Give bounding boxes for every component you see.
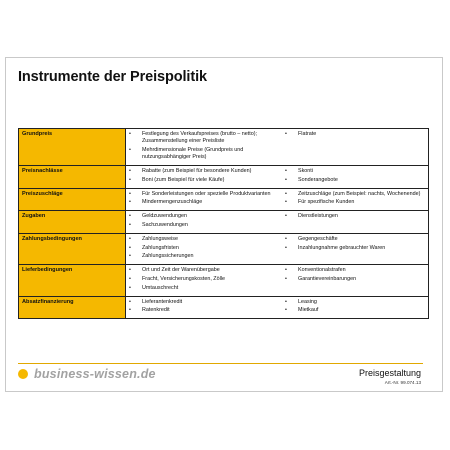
table-row [19, 129, 429, 166]
table-row [19, 166, 429, 189]
list-item: • Konventionalstrafen [285, 267, 425, 274]
category-cell: Grundpreis [19, 129, 126, 166]
list-item: • Rabatte (zum Beispiel für besondere Kunden) [129, 168, 279, 175]
instrument-cell-left [126, 188, 283, 211]
table-row [19, 296, 429, 319]
instrument-cell-right [282, 211, 429, 234]
bullet-list [285, 267, 425, 283]
table-row [19, 188, 429, 211]
list-item: • Boni (zum Beispiel für viele Käufe) [129, 177, 279, 184]
list-item: • Mehrdimensionale Preise (Grundpreis und nutzungsabhängiger Preis) [129, 147, 279, 161]
category-cell: Lieferbedingungen [19, 265, 126, 296]
list-item: • Inzahlungnahme gebrauchter Waren [285, 245, 425, 252]
list-item: • Leasing [285, 299, 425, 306]
logo-dot-icon [18, 369, 28, 379]
category-cell: Zahlungsbedingungen [19, 233, 126, 264]
instrument-cell-left [126, 233, 283, 264]
list-item: • Skonti [285, 168, 425, 175]
list-item: • Lieferantenkredit [129, 299, 279, 306]
table-row [19, 211, 429, 234]
bullet-list [285, 131, 425, 138]
bullet-list [129, 131, 279, 161]
footer-divider [18, 363, 423, 364]
instrument-cell-left [126, 166, 283, 189]
list-item: • Mindermengenzuschläge [129, 199, 279, 206]
category-cell: Zugaben [19, 211, 126, 234]
bullet-list [285, 213, 425, 220]
bullet-list [285, 299, 425, 315]
table-row [19, 265, 429, 296]
list-item: • Ratenkredit [129, 307, 279, 314]
category-cell: Absatzfinanzierung [19, 296, 126, 319]
instrument-cell-left [126, 296, 283, 319]
instrument-cell-right [282, 233, 429, 264]
instrument-cell-right [282, 265, 429, 296]
bullet-list [129, 267, 279, 292]
list-item: • Festlegung des Verkaufspreises (brutto – netto); Zusammenstellung einer Preisliste [129, 131, 279, 145]
list-item: • Gegengeschäfte [285, 236, 425, 243]
instrument-cell-right [282, 188, 429, 211]
article-number: Art.-Nr. 99.074.13 [384, 380, 421, 385]
bullet-list [129, 213, 279, 229]
list-item: • Sonderangebote [285, 177, 425, 184]
logo [18, 367, 156, 381]
bullet-list [129, 191, 279, 207]
instrument-cell-right [282, 129, 429, 166]
instrument-cell-right [282, 296, 429, 319]
list-item: • Fracht, Versicherungskosten, Zölle [129, 276, 279, 283]
list-item: • Mietkauf [285, 307, 425, 314]
list-item: • Dienstleistungen [285, 213, 425, 220]
category-cell: Preiszuschläge [19, 188, 126, 211]
category-cell: Preisnachlässe [19, 166, 126, 189]
bullet-list [285, 236, 425, 252]
list-item: • Zahlungsfristen [129, 245, 279, 252]
list-item: • Für Sonderleistungen oder spezielle Produktvarianten [129, 191, 279, 198]
list-item: • Sachzuwendungen [129, 222, 279, 229]
page-title: Instrumente der Preispolitik [18, 69, 207, 85]
list-item: • Zeitzuschläge (zum Beispiel: nachts, Wochenende) [285, 191, 425, 198]
document-title: Preisgestaltung [358, 368, 421, 378]
bullet-list [129, 236, 279, 261]
instrument-cell-left [126, 129, 283, 166]
bullet-list [129, 299, 279, 315]
list-item: • Geldzuwendungen [129, 213, 279, 220]
list-item: • Garantievereinbarungen [285, 276, 425, 283]
list-item: • Für spezifische Kunden [285, 199, 425, 206]
logo-text: business-wissen.de [34, 367, 156, 381]
list-item: • Umtauschrecht [129, 285, 279, 292]
list-item: • Flatrate [285, 131, 425, 138]
instrument-cell-left [126, 265, 283, 296]
list-item: • Ort und Zeit der Warenübergabe [129, 267, 279, 274]
instrument-cell-left [126, 211, 283, 234]
list-item: • Zahlungssicherungen [129, 253, 279, 260]
bullet-list [129, 168, 279, 184]
table-row [19, 233, 429, 264]
bullet-list [285, 168, 425, 184]
instrument-cell-right [282, 166, 429, 189]
bullet-list [285, 191, 425, 207]
list-item: • Zahlungsweise [129, 236, 279, 243]
preispolitik-table [18, 128, 429, 319]
